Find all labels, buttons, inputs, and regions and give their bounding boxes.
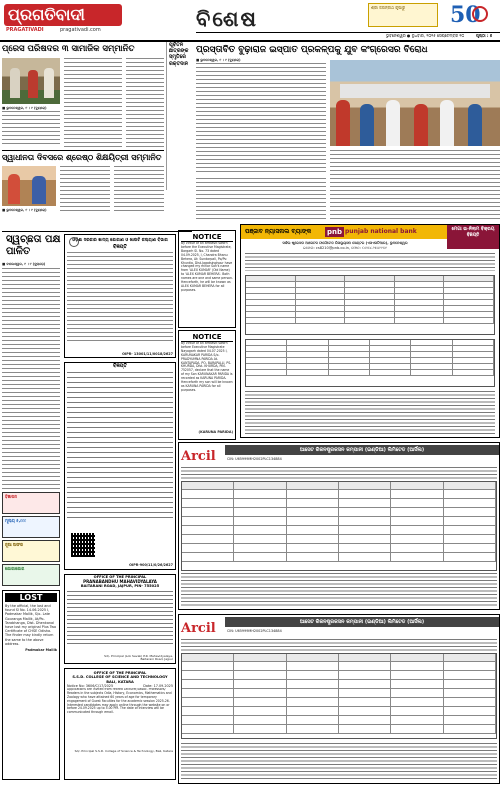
table-row: [182, 490, 496, 499]
ssd-date: Date: 17.09.2025: [143, 684, 173, 689]
principal-college: PRANABANDHU MAHAVIDYALAYA: [83, 579, 157, 585]
pnb-title: ପଞ୍ଜାବ ନ୍ୟାସନାଲ ବ୍ୟାଙ୍କ: [245, 228, 312, 235]
lost-notice: [2, 590, 60, 780]
arcil-logo: Arcil: [181, 449, 216, 464]
ssd-college-notice: [64, 668, 176, 780]
table-row: [182, 689, 496, 698]
body-press-b: [64, 58, 122, 148]
table-row: [182, 662, 496, 671]
anniversary-logo: 50: [444, 2, 492, 28]
govt-cipr: OIPR- 13001/11/0018/2627: [122, 351, 173, 356]
dateline-press: ■ ଭୁବନେଶ୍ୱର, ୯ । ୯ (ବ୍ୟୁରୋ): [2, 106, 47, 110]
ssd-address: BALI, KATARA: [106, 679, 134, 684]
lost-sign: Padmakar Mallik: [25, 648, 57, 653]
headline-independence-day: ସ୍ୱାଧୀନତା ଦିବସରେ ଶ୍ରେଷ୍ଠ ଶିକ୍ଷୟିତ୍ରୀ ସମ୍ମାନିତ: [2, 153, 162, 162]
notice-karuna-sign: (KARUNA PARIDA): [198, 430, 233, 434]
classified-ad-4: ଯୋଗାଯୋଗ: [2, 564, 60, 586]
lead-body-a: [196, 63, 326, 175]
arcil-logo-box-2: [181, 617, 223, 637]
rule-l1: [2, 150, 164, 151]
table-row: [246, 318, 494, 324]
headline-press-council: ପ୍ରେସ ପରିଷଦର ୩ ସାମାଜିକ ସମ୍ମାନିତ: [2, 44, 135, 54]
table-row: [182, 671, 496, 680]
date-line: ଭୁବନେଶ୍ୱର ● ବୁଧବାର, ୨୦୨୫ ସେପ୍ଟେମ୍ବର ୧୦: [386, 34, 465, 38]
pnb-mega-badge: [447, 225, 499, 249]
body-teacher-a: [60, 166, 110, 214]
ssd-sign: Sd/- Principal S.S.D. College of Science & Technology, Bali, Katara: [74, 750, 173, 754]
top-ad: ଶ୍ରୀ ଜଗନ୍ନାଥ କୃପାରୁ: [368, 3, 438, 27]
lead-body-c: [196, 178, 326, 222]
arcil-intro-2: [181, 639, 497, 651]
photo-felicitation: [2, 58, 60, 104]
section-title: ବିଶେଷ: [196, 6, 258, 31]
table-row: [182, 698, 496, 707]
principal-address: BAITARANI ROAD, JAJPUR, PIN- 755025: [80, 584, 160, 589]
body-swachhata-b: [2, 400, 60, 490]
body-press-c: [126, 58, 164, 148]
arcil-banner-text-2: ଆସେଟ ରିକନଷ୍ଟ୍ରକସନ କମ୍ପାନୀ (ଇଣ୍ଡିଆ) ଲିମିଟେଡ (ଆର୍ସିଲ): [299, 619, 425, 625]
arcil-logo-box: [181, 445, 223, 465]
date-bar: [196, 32, 500, 40]
lead-headline: ପ୍ରସ୍ତାବିତ ବୁଢ଼ାରାଜ ଇସ୍ପାତ ପ୍ରକଳ୍ପକୁ ଯୁବ କଂଗ୍ରେସର ବିରୋଧ: [196, 45, 428, 55]
table-row: [246, 370, 494, 376]
table-row: [182, 508, 496, 517]
principal-body: [67, 591, 173, 647]
photo-teacher-award: [2, 166, 56, 206]
arcil-table-header: [182, 482, 496, 490]
arcil-banner-2: [225, 617, 499, 627]
pnb-auction-notice: [240, 224, 500, 438]
masthead: [0, 0, 500, 40]
table-row: [182, 544, 496, 553]
tender-title: ବିଜ୍ଞପ୍ତି: [113, 363, 127, 369]
lost-title: LOST: [5, 593, 57, 602]
principal-sign: Sd/- Principal (Lok Sevak) P.R. Mahavidyalaya, Baitarani Road, Jajpur: [104, 654, 173, 662]
tender-notice: [64, 362, 176, 570]
govt-notice-title: ଓଡ଼ିଶା ସରକାର ଖାଦ୍ୟ ଯୋଗାଣ ଓ ଖାଉଟି କଲ୍ୟାଣ ବିଭାଗ: [72, 237, 168, 242]
brand-logo: [4, 4, 122, 26]
headline-swachhata: ସ୍ୱଚ୍ଛତା ପକ୍ଷ ପାଳିତ: [6, 234, 61, 257]
qr-code[interactable]: [71, 533, 95, 557]
lead-body-b: [330, 150, 500, 222]
blood-donation-box: [166, 42, 196, 190]
arcil-banner: [225, 445, 499, 455]
notice-alex-body: By virtue of an affidavit sworn before the Executive Magistrate, Bargarh Sl. No. 73 dated 04.09.2025, I, Chandra Bhanu Behera, At: Sundarpali, Po/Ps: Khuntia, Dist-Jagatsinghpur have changed my minor Son's name from 'ALEX KUMAR' (Old Name) to 'ALEX KUMAR BEHERA'. Both names are one and same person. Henceforth, he will be known as ALEX KUMAR BEHERA for all purposes.: [181, 242, 233, 292]
masthead-rule: [0, 40, 500, 42]
table-row: [182, 535, 496, 544]
notice-alex-title: NOTICE: [181, 233, 233, 242]
pnb-email: ଇମେଲ: cs8210@pnb.co.in, ଫୋନ: ୦୬୭୪-୨୫୪୯୯୦୯: [302, 246, 388, 250]
arcil-table-header-2: [182, 654, 496, 662]
headline-blood-donation: ପୂର୍ବତନ ଛାତ୍ରଙ୍କ ସ୍ମୃତିରେ ରକ୍ତଦାନ: [169, 42, 189, 67]
pnb-logo: pnb: [327, 228, 343, 236]
govt-emblem: [69, 237, 79, 247]
dateline-swachhata: ■ ବାଲେଶ୍ୱର, ୯ । ୯ (ବ୍ୟୁରୋ): [2, 262, 46, 266]
arcil-cin: CIN: U65999MH2002PLC134884: [227, 457, 282, 461]
govt-notice-body: [67, 252, 173, 344]
notice-column: [178, 230, 236, 440]
lead-dateline: ■ ଭୁବନେଶ୍ୱର, ୯ । ୯ (ବ୍ୟୁରୋ): [196, 58, 241, 62]
classified-ad-3: ନୂଆ ଅଫର: [2, 540, 60, 562]
arcil-cin-2: CIN: U65999MH2002PLC134884: [227, 629, 282, 633]
principal-head: OFFICE OF THE PRINCIPAL: [93, 575, 147, 579]
lost-body: By the official, the lost and found Sl No. 14.06.2025 I, Padmakar Mallik, S/o- Late Gouranga Mallik, At/Po- Tarabhanga, Dist- Dhenkanal have lost my original Plus Two Certificate of CHSE Odisha. The finder may kindly return the same to the above address.: [5, 604, 57, 646]
pnb-title-en: punjab national bank: [345, 228, 417, 235]
notice-karuna-body: By virtue of an affidavit sworn before Executive Magistrate Nayagarh dated 04.07.2025 I, KARUNAKAR PARIDA S/o- PRADYUMNA PARIDA At- KANTAPADA, PO- BARAPALLI, PS- KHURDA, Dist- KHURDA, PIN-752057, declare that the name of my Son KARUNAKAR PARIDA is recorded as KARUNA PARIDA. Henceforth my son will be known as KARUNA PARIDA for all purposes.: [181, 342, 233, 392]
pnb-terms: [245, 391, 495, 435]
table-row: [182, 680, 496, 689]
table-row: [182, 725, 496, 734]
brand-latin: PRAGATIVADI: [6, 27, 44, 33]
ssd-college: S.S.D. COLLEGE OF SCIENCE AND TECHNOLOGY: [72, 675, 168, 680]
arcil-terms-1: [181, 573, 497, 607]
arcil-logo-2: Arcil: [181, 621, 216, 636]
pnb-zone: ସର୍କଲ ଷ୍ଟ୍ରେସଡ ଆସେଟସ ଟାର୍ଗେଟେଡ ରିସଲ୍ୟୁସନ ସେଣ୍ଟର (ଏସଏସଟିଆର), ଭୁବନେଶ୍ୱର: [282, 241, 408, 245]
pnb-intro: [245, 253, 495, 271]
brand-name: ପ୍ରଗତିବାଦୀ: [8, 5, 85, 24]
ssd-body: Applications are invited from retired Lecturer/Assoc. Professors/ Readers in the subjects Odia, History, Economics, Mathematics and Zoology who have attained 60 years of age for temporary engagement of Guest Faculties for the academic session 2025-26. Interested candidates may apply online through the website on or before 24.09.2025 up to 5.00 PM. The date of interview will be communicated through email.: [67, 688, 172, 715]
page-number: ପୃଷ୍ଠା : ୭: [476, 34, 493, 38]
arcil-table-1: [181, 481, 497, 571]
body-press-a: [2, 111, 60, 147]
govt-notice-label: ବିଜ୍ଞପ୍ତି: [113, 244, 127, 250]
arcil-banner-text: ଆସେଟ ରିକନଷ୍ଟ୍ରକସନ କମ୍ପାନୀ (ଇଣ୍ଡିଆ) ଲିମିଟେଡ (ଆର୍ସିଲ): [299, 447, 425, 453]
rule-l2: [2, 231, 192, 232]
arcil-terms-2: [181, 743, 497, 781]
arcil-notice-1: [178, 442, 500, 610]
table-row: [182, 716, 496, 725]
table-row: [182, 499, 496, 508]
table-row: [182, 517, 496, 526]
lead-story: [196, 44, 500, 222]
pnb-auction-table: [245, 275, 495, 335]
pnb-mega-title: ମେଗା ଇ-ନିଲାମ ବିକ୍ରୟ ବିଜ୍ଞପ୍ତି: [451, 227, 495, 238]
table-row: [182, 553, 496, 562]
table-row: [182, 526, 496, 535]
tender-cipr: OIPR-900/11/0/26/2627: [129, 562, 173, 567]
left-column: [2, 44, 192, 788]
odisha-govt-notice: [64, 234, 176, 358]
notice-karuna-title: NOTICE: [181, 333, 233, 342]
website: pragativadi.com: [60, 27, 101, 33]
notice-karuna: [178, 330, 236, 440]
classified-ad-1: ବିଜ୍ଞାପନ: [2, 492, 60, 514]
pnb-auction-table-2: [245, 339, 495, 387]
table-row: [182, 707, 496, 716]
ssd-head: OFFICE OF THE PRINCIPAL: [93, 671, 147, 675]
principal-notice-jajpur: [64, 574, 176, 664]
classified-ad-2: ମୂଲ୍ୟ ୫,୯୯୯: [2, 516, 60, 538]
anniversary-ring: [472, 6, 488, 22]
arcil-table-2: [181, 653, 497, 739]
notice-alex: [178, 230, 236, 328]
arcil-notice-2: [178, 614, 500, 784]
body-swachhata-a: [2, 268, 60, 398]
arcil-intro: [181, 467, 497, 479]
dateline-teacher: ■ ଭୁବନେଶ୍ୱର, ୯ । ୯ (ବ୍ୟୁରୋ): [2, 208, 47, 212]
tender-body: [67, 372, 173, 522]
body-teacher-b: [114, 166, 164, 214]
ssd-notice-no: Notice No: 3606/C/17/2025: [67, 684, 114, 689]
photo-protest: [330, 60, 500, 146]
